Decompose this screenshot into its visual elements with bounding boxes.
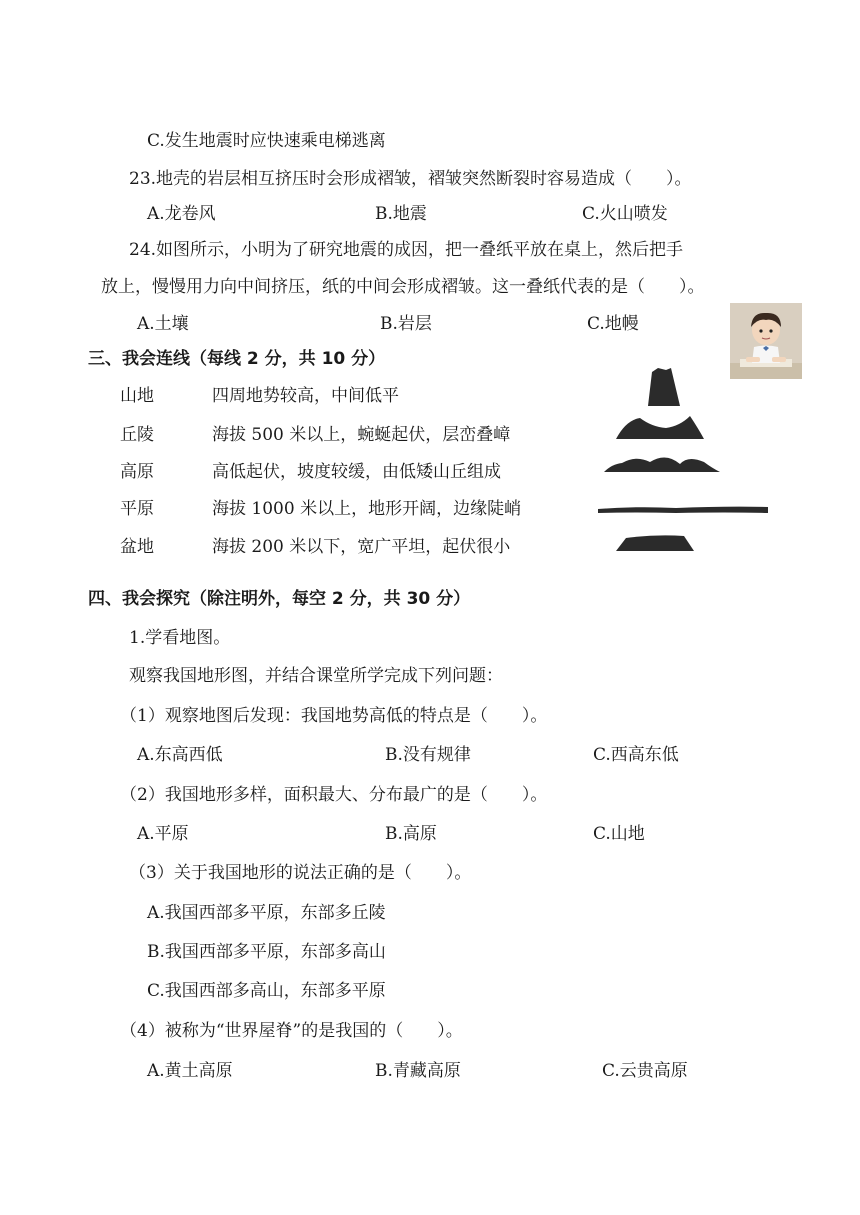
terrain-term-2: 丘陵 bbox=[120, 425, 154, 445]
q24-option-c: C.地幔 bbox=[587, 314, 639, 334]
s4-q1-text: （1）观察地图后发现：我国地势高低的特点是（ ）。 bbox=[120, 706, 548, 726]
s4-q1-option-a: A.东高西低 bbox=[137, 745, 223, 765]
terrain-desc-5: 海拔 200 米以下，宽广平坦，起伏很小 bbox=[212, 537, 511, 557]
s4-q3-option-a: A.我国西部多平原，东部多丘陵 bbox=[147, 903, 386, 923]
terrain-shape-2 bbox=[616, 416, 704, 439]
s4-q1-option-c: C.西高东低 bbox=[593, 745, 679, 765]
terrain-term-1: 山地 bbox=[120, 386, 154, 406]
q24-option-b: B.岩层 bbox=[380, 314, 432, 334]
s4-q4-option-c: C.云贵高原 bbox=[602, 1061, 688, 1081]
q23-option-c: C.火山喷发 bbox=[582, 204, 668, 224]
terrain-shape-5 bbox=[616, 535, 694, 551]
terrain-term-3: 高原 bbox=[120, 462, 154, 482]
section4-item1: 1.学看地图。 bbox=[129, 628, 231, 648]
terrain-term-4: 平原 bbox=[120, 499, 154, 519]
q24-text-line1: 24.如图所示，小明为了研究地震的成因，把一叠纸平放在桌上，然后把手 bbox=[129, 240, 684, 260]
s4-q2-option-a: A.平原 bbox=[137, 824, 189, 844]
terrain-shape-4 bbox=[598, 507, 768, 513]
terrain-desc-1: 四周地势较高，中间低平 bbox=[212, 386, 399, 406]
q23-option-a: A.龙卷风 bbox=[147, 204, 216, 224]
s4-q3-option-c: C.我国西部多高山，东部多平原 bbox=[147, 981, 386, 1001]
s4-q2-text: （2）我国地形多样，面积最大、分布最广的是（ ）。 bbox=[120, 785, 548, 805]
q23-text: 23.地壳的岩层相互挤压时会形成褶皱，褶皱突然断裂时容易造成（ ）。 bbox=[129, 169, 692, 189]
s4-q2-option-b: B.高原 bbox=[385, 824, 437, 844]
q24-text-line2: 放上，慢慢用力向中间挤压，纸的中间会形成褶皱。这一叠纸代表的是（ ）。 bbox=[101, 277, 705, 297]
s4-q4-option-a: A.黄土高原 bbox=[147, 1061, 233, 1081]
terrain-shapes bbox=[596, 364, 772, 560]
q23-option-b: B.地震 bbox=[375, 204, 427, 224]
section3-heading: 三、我会连线（每线 2 分，共 10 分） bbox=[88, 349, 386, 369]
s4-q3-option-b: B.我国西部多平原，东部多高山 bbox=[147, 942, 386, 962]
section4-heading: 四、我会探究（除注明外，每空 2 分，共 30 分） bbox=[88, 589, 471, 609]
terrain-term-5: 盆地 bbox=[120, 537, 154, 557]
terrain-desc-3: 高低起伏，坡度较缓，由低矮山丘组成 bbox=[212, 462, 501, 482]
terrain-desc-4: 海拔 1000 米以上，地形开阔，边缘陡峭 bbox=[212, 499, 522, 519]
s4-q4-option-b: B.青藏高原 bbox=[375, 1061, 461, 1081]
s4-q1-option-b: B.没有规律 bbox=[385, 745, 471, 765]
s4-q4-text: （4）被称为“世界屋脊”的是我国的（ ）。 bbox=[120, 1021, 463, 1041]
terrain-shape-1 bbox=[648, 368, 680, 406]
s4-q2-option-c: C.山地 bbox=[593, 824, 645, 844]
terrain-desc-2: 海拔 500 米以上，蜿蜒起伏，层峦叠嶂 bbox=[212, 425, 511, 445]
s4-q3-text: （3）关于我国地形的说法正确的是（ ）。 bbox=[129, 863, 472, 883]
q22-option-c: C.发生地震时应快速乘电梯逃离 bbox=[147, 131, 386, 151]
q24-option-a: A.土壤 bbox=[137, 314, 189, 334]
section4-intro: 观察我国地形图，并结合课堂所学完成下列问题： bbox=[129, 666, 503, 686]
terrain-shape-3 bbox=[604, 457, 720, 472]
